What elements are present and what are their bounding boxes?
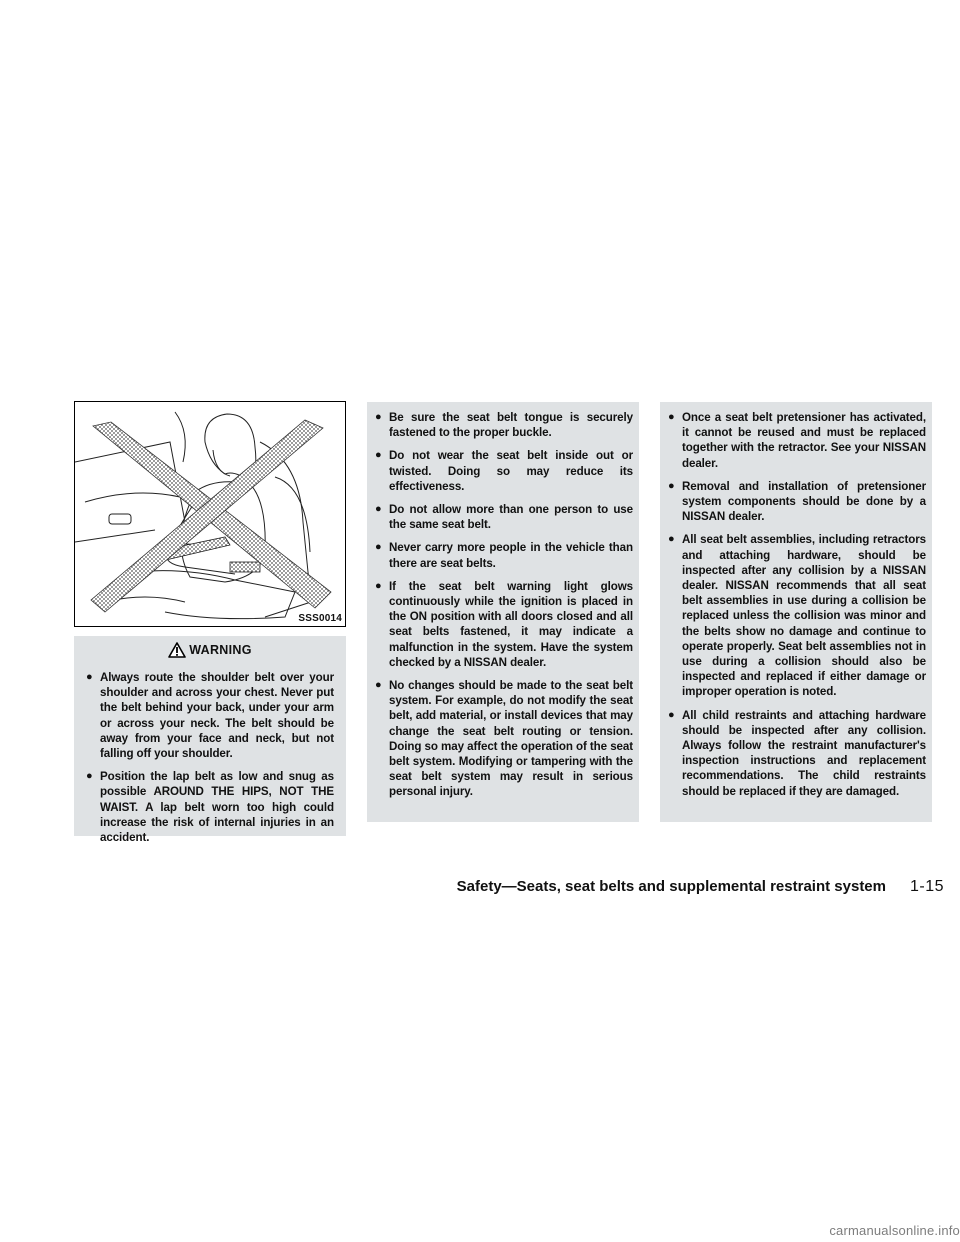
bullet-icon: ● (375, 541, 382, 554)
warning-list (86, 670, 334, 845)
warning-panel (74, 636, 346, 845)
warning-title: WARNING (189, 643, 252, 657)
warning-list (668, 410, 926, 799)
bullet-icon: ● (375, 503, 382, 516)
warning-heading (86, 642, 334, 658)
seat-belt-misuse-illustration-icon (75, 402, 346, 627)
list-item: ● Do not allow more than one person to use the same seat belt. (375, 503, 633, 532)
bullet-icon: ● (86, 770, 93, 783)
bullet-icon: ● (375, 411, 382, 423)
watermark: carmanualsonline.info (829, 1223, 960, 1238)
bullet-icon: ● (668, 708, 675, 721)
list-item: ● Never carry more people in the vehicle than there are seat belts. (375, 541, 633, 570)
page-number: 1-15 (909, 878, 944, 895)
warning-column-right (660, 402, 932, 822)
bullet-icon: ● (375, 449, 382, 462)
list-item: ● Always route the shoulder belt over your shoulder and across your chest. Never put the belt behind your back, under your arm or across your neck. The belt should be away from your face and neck, but not falling off your shoulder. (86, 671, 334, 761)
list-item: ● Position the lap belt as low and snug as possible AROUND THE HIPS, NOT THE WAIST. A lap belt worn too high could increase the risk of internal injuries in an accident. (86, 770, 334, 845)
list-item: ● No changes should be made to the seat belt system. For example, do not modify the seat belt, add material, or install devices that may change the seat belt routing or tension. Doing so may affect the operation of the seat belt system. Modifying or tampering with the seat belt system may result in serious personal injury. (375, 679, 633, 799)
section-title: Safety—Seats, seat belts and supplemental restraint system (456, 878, 886, 895)
warning-triangle-icon (168, 642, 186, 658)
list-item: ● Once a seat belt pretensioner has activated, it cannot be reused and must be replaced together with the retractor. See your NISSAN dealer. (668, 411, 926, 470)
list-item: ● Do not wear the seat belt inside out or twisted. Doing so may reduce its effectiveness. (375, 449, 633, 493)
list-item: ● All seat belt assemblies, including retractors and attaching hardware, should be inspected after any collision by a NISSAN dealer. NISSAN recommends that all seat belt assemblies in use during a collision be replaced unless the collision was minor and the belts show no damage and continue to operate properly. Seat belt assemblies not in use during a collision should also be inspected and replaced if either damage or improper operation is noted. (668, 533, 926, 699)
bullet-icon: ● (375, 579, 382, 592)
list-item: ● If the seat belt warning light glows continuously while the ignition is placed in the ON position with all doors closed and all seat belts fastened, it may indicate a malfunction in the system. Have the system checked by a NISSAN dealer. (375, 579, 633, 669)
bullet-icon: ● (86, 671, 93, 683)
list-item: ● All child restraints and attaching hardware should be inspected after any collision. Always follow the restraint manufacturer's inspection instructions and replacement recommendations. The child restraints should be replaced if they are damaged. (668, 708, 926, 798)
bullet-icon: ● (668, 479, 675, 492)
list-item: ● Removal and installation of pretensioner system components should be done by a NISSAN dealer. (668, 479, 926, 524)
page-footer (0, 878, 960, 898)
bullet-icon: ● (668, 533, 675, 546)
warning-list (375, 410, 633, 800)
seat-belt-illustration (74, 401, 346, 627)
bullet-icon: ● (375, 679, 382, 692)
figure-code: SSS0014 (298, 613, 342, 624)
bullet-icon: ● (668, 411, 675, 423)
list-item: ● Be sure the seat belt tongue is securely fastened to the proper buckle. (375, 411, 633, 440)
warning-column-middle (367, 402, 639, 822)
